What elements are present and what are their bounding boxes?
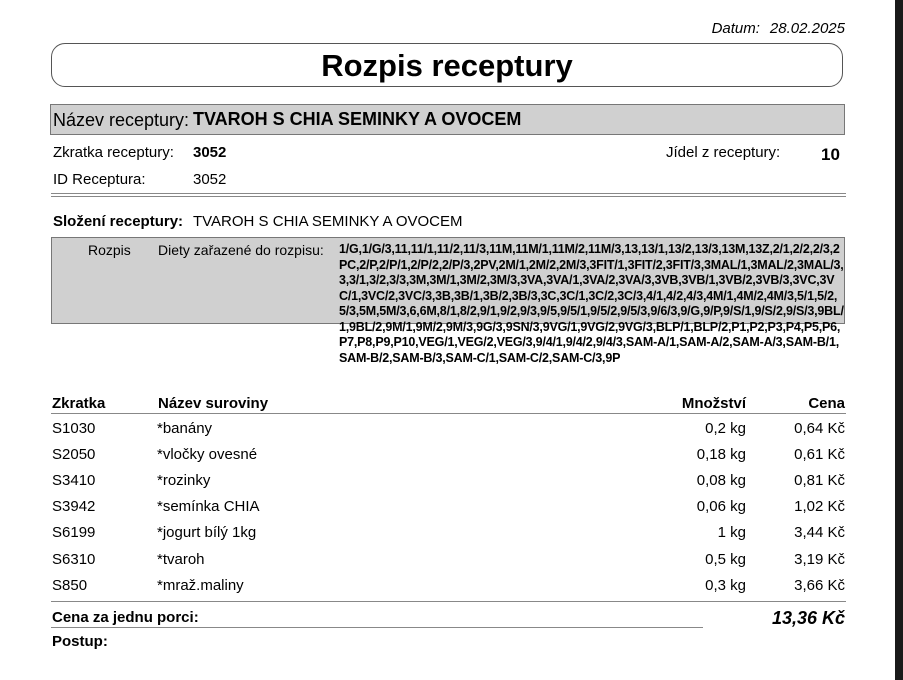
cell-code: S850	[52, 577, 88, 594]
date-line	[712, 20, 845, 37]
cell-code: S3410	[52, 472, 96, 489]
col-header-code: Zkratka	[52, 395, 106, 412]
meals-value: 10	[821, 145, 840, 164]
total-value: 13,36 Kč	[771, 608, 845, 628]
cell-price: 3,19 Kč	[794, 551, 845, 568]
table-bottom-line	[51, 601, 846, 602]
recipe-name-bar	[50, 104, 845, 135]
cell-qty: 0,3 kg	[705, 577, 746, 594]
diets-label: Diety zařazené do rozpisu:	[158, 242, 324, 258]
cell-price: 1,02 Kč	[794, 498, 845, 515]
procedure-label: Postup:	[52, 633, 108, 650]
cell-qty: 0,5 kg	[705, 551, 746, 568]
page-title: Rozpis receptury	[321, 48, 573, 83]
col-header-name: Název suroviny	[158, 395, 269, 412]
cell-code: S2050	[52, 446, 96, 463]
divider	[51, 196, 846, 197]
cell-name: *rozinky	[157, 472, 211, 489]
recipe-short-value: 3052	[193, 144, 227, 161]
cell-code: S3942	[52, 498, 96, 515]
date-label: Datum:	[711, 20, 760, 37]
cell-name: *mraž.maliny	[157, 577, 244, 594]
cell-code: S6199	[52, 524, 96, 541]
cell-name: *tvaroh	[157, 551, 205, 568]
cell-name: *banány	[157, 420, 213, 437]
cell-code: S6310	[52, 551, 96, 568]
cell-price: 0,64 Kč	[794, 420, 845, 437]
diets-list: 1/G,1/G/3,11,11/1,11/2,11/3,11M,11M/1,11M/2,11M/3,13,13/1,13/2,13/3,13M,13Z,2/1,2/2,2/3,2PC,2/P,2/P/1,2/P/2,2/P/3,2PV,2M/1,2M/2,2M/3,3FIT/1,3FIT/2,3FIT/3,3MAL/1,3MAL/2,3MAL/3,3,3/1,3/2,3/3,3M,3M/1,3M/2,3M/3,3VA,3VA/1,3VA/2,3VA/3,3VB,3VB/1,3VB/2,3VB/3,3VC,3VC/1,3VC/2,3VC/3,3B,3B/1,3B/2,3B/3,3C,3C/1,3C/2,3C/3,4/1,4/2,4/3,4M/1,4M/2,4M/3,5/1,5/2,5/3,5M,5M/3,6,6M,8/1,8/2,9/1,9/2,9/3,9/5,9/5/1,9/5/2,9/5/3,9/6/3,9/G,9/P,9/S/1,9/S/2,9/S/3,9BL/1,9BL/2,9M/1,9M/2,9M/3,9G/3,9SN/3,9VG/1,9VG/2,9VG/3,BLP/1,BLP/2,P1,P2,P3,P4,P5,P6,P7,P8,P9,P10,VEG/1,VEG/2,VEG/3,9/4/1,9/4/2,9/4/3,SAM-A/1,SAM-A/2,SAM-A/3,SAM-B/1,SAM-B/2,SAM-B/3,SAM-C/1,SAM-C/2,SAM-C/3,9P	[339, 242, 844, 365]
recipe-id-label: ID Receptura:	[53, 171, 146, 188]
cell-price: 3,44 Kč	[794, 524, 845, 541]
total-label: Cena za jednu porci:	[52, 609, 199, 626]
recipe-name-value: TVAROH S CHIA SEMINKY A OVOCEM	[193, 109, 522, 129]
divider	[51, 193, 846, 194]
cell-qty: 0,08 kg	[696, 472, 746, 489]
cell-qty: 0,2 kg	[705, 420, 746, 437]
recipe-name-label: Název receptury:	[53, 110, 190, 130]
meals-label: Jídel z receptury:	[666, 144, 781, 161]
cell-name: *vločky ovesné	[157, 446, 258, 463]
cell-price: 3,66 Kč	[794, 577, 845, 594]
cell-price: 0,81 Kč	[794, 472, 845, 489]
cell-code: S1030	[52, 420, 96, 437]
table-header-line	[51, 413, 846, 414]
total-underline	[51, 627, 703, 628]
recipe-id-value: 3052	[193, 171, 227, 188]
cell-qty: 0,18 kg	[696, 446, 746, 463]
cell-qty: 0,06 kg	[696, 498, 746, 515]
col-header-price: Cena	[808, 395, 845, 412]
date-value: 28.02.2025	[769, 20, 845, 37]
title-box	[51, 43, 843, 87]
cell-name: *jogurt bílý 1kg	[157, 524, 257, 541]
cell-price: 0,61 Kč	[794, 446, 845, 463]
col-header-qty: Množství	[681, 395, 746, 412]
composition-label: Složení receptury:	[53, 213, 184, 230]
composition-value: TVAROH S CHIA SEMINKY A OVOCEM	[193, 213, 463, 230]
recipe-short-label: Zkratka receptury:	[53, 144, 174, 161]
window-edge	[895, 0, 903, 680]
cell-name: *semínka CHIA	[157, 498, 260, 515]
rozpis-label: Rozpis	[88, 242, 131, 258]
cell-qty: 1 kg	[717, 524, 746, 541]
